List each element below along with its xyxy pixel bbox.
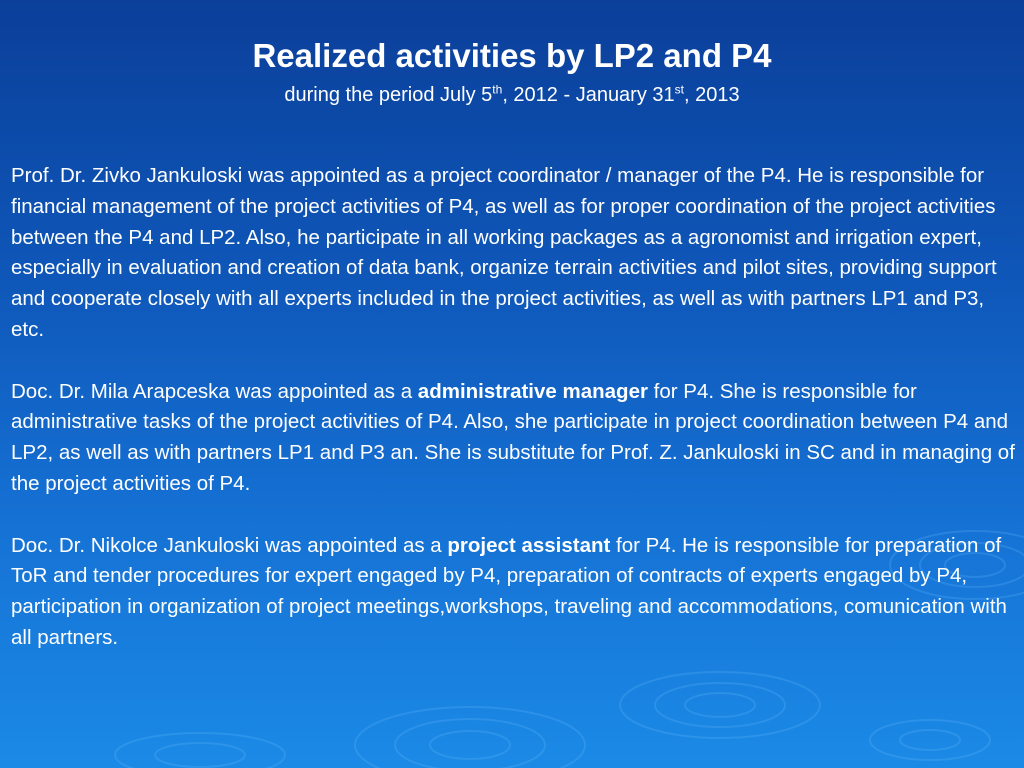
subtitle-prefix: during the period July 5	[284, 84, 493, 106]
subtitle-suffix: , 2013	[684, 84, 740, 106]
subtitle-sup-th: th	[492, 82, 503, 97]
slide-subtitle	[0, 82, 1024, 108]
paragraph-coordinator: Prof. Dr. Zivko Jankuloski was appointed as a project coordinator / manager of the P4. He is responsible for financial management of the project activities of P4, as well as for proper coordination of the project activities between the P4 and LP2. Also, he participate in all working packages as a agronomist and irrigation expert, especially in evaluation and creation of data bank, organize terrain activities and pilot sites, providing support and cooperate closely with all experts included in the project activities, as well as with partners LP1 and P3, etc.	[11, 164, 997, 341]
slide-body	[11, 161, 1016, 654]
p3-role-bold: project assistant	[447, 533, 611, 557]
p3-text-before: Doc. Dr. Nikolce Jankuloski was appointed as a	[11, 533, 448, 557]
paragraph-project-assistant	[11, 531, 1016, 654]
p3-text-after: for P4. He is responsible for preparation of ToR and tender procedures for expert engaged by P4, preparation of contracts of experts engaged by P4, participation in organization of project meetings,workshops, traveling and accommodations, comunication with all partners.	[11, 533, 1007, 649]
p2-text-before: Doc. Dr. Mila Arapceska was appointed as a	[11, 379, 418, 403]
slide-title: Realized activities by LP2 and P4	[252, 37, 772, 74]
p2-role-bold: administrative manager	[417, 379, 648, 403]
paragraph-administrative-manager	[11, 377, 1016, 500]
p2-text-after: for P4. She is responsible for administrative tasks of the project activities of P4. Also, she participate in project coordination between P4 and LP2, as well as with partners LP1 and P3 an. She is substitute for Prof. Z. Jankuloski in SC and in managing of the project activities of P4.	[11, 379, 1015, 495]
paragraph-spacer	[11, 500, 1016, 531]
subtitle-sup-st: st	[674, 82, 684, 97]
subtitle-middle: , 2012 - January 31	[502, 84, 675, 106]
paragraph-spacer	[11, 346, 1016, 377]
